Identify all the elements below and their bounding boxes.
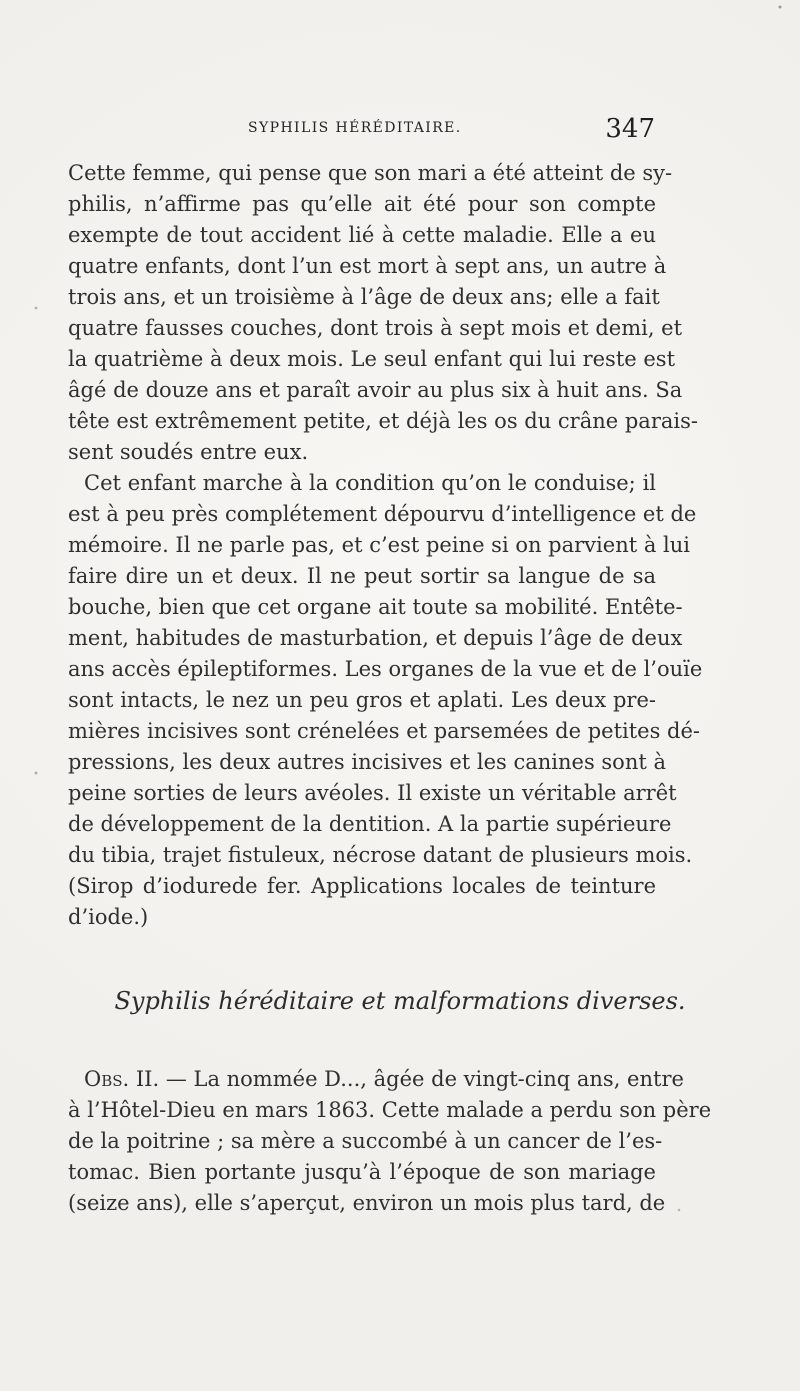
text-line: tête est extrêmement petite, et déjà les os du crâne parais- [68,409,698,433]
text-line: de développement de la dentition. A la partie supérieure [68,812,672,836]
text-line: bouche, bien que cet organe ait toute sa mobilité. Entête- [68,595,683,619]
text-line: âgé de douze ans et paraît avoir au plus six à huit ans. Sa [68,378,683,402]
observation-line: tomac. Bien portante jusqu’à l’époque de son mariage [68,1160,656,1184]
text-line: peine sorties de leurs avéoles. Il existe un véritable arrêt [68,781,677,805]
paper-speck [35,772,38,775]
text-line: sent soudés entre eux. [68,440,309,464]
observation-line: (seize ans), elle s’aperçut, environ un mois plus tard, de [68,1191,666,1215]
text-line: est à peu près complétement dépourvu d’intelligence et de [68,502,697,526]
text-line: trois ans, et un troisième à l’âge de deux ans; elle a fait [68,285,660,309]
text-line: (Sirop d’iodurede fer. Applications locales de teinture [68,874,656,898]
paper-speck [779,6,782,9]
text-line: pressions, les deux autres incisives et les canines sont à [68,750,666,774]
text-line: d’iode.) [68,905,149,929]
paper-speck [35,307,38,310]
text-line: philis, n’affirme pas qu’elle ait été pour son compte [68,192,656,216]
text-line: du tibia, trajet fistuleux, nécrose datant de plusieurs mois. [68,843,693,867]
main-text [68,158,703,933]
observation-line: de la poitrine ; sa mère a succombé à un cancer de l’es- [68,1129,663,1153]
text-line: exempte de tout accident lié à cette maladie. Elle a eu [68,223,656,247]
running-head: SYPHILIS HÉRÉDITAIRE. [248,120,462,136]
text-line: la quatrième à deux mois. Le seul enfant qui lui reste est [68,347,676,371]
page-number: 347 [605,114,655,144]
text-line: ment, habitudes de masturbation, et depuis l’âge de deux [68,626,683,650]
paper-speck [678,1209,681,1212]
observation-line: à l’Hôtel-Dieu en mars 1863. Cette malade a perdu son père [68,1098,712,1122]
text-line: Cet enfant marche à la condition qu’on le conduise; il [84,471,656,495]
text-line: quatre fausses couches, dont trois à sept mois et demi, et [68,316,683,340]
text-line: mières incisives sont crénelées et parsemées de petites dé- [68,719,701,743]
section-title: Syphilis héréditaire et malformations diverses. [114,987,686,1015]
observation-label: Obs. II. [84,1067,160,1091]
text-line: sont intacts, le nez un peu gros et aplati. Les deux pre- [68,688,656,712]
observation-text: — La nommée D..., âgée de vingt-cinq ans, entre [165,1067,684,1091]
text-line: faire dire un et deux. Il ne peut sortir sa langue de sa [68,564,656,588]
text-line: mémoire. Il ne parle pas, et c’est peine si on parvient à lui [68,533,690,557]
text-line: Cette femme, qui pense que son mari a été atteint de sy- [68,161,673,185]
text-line: quatre enfants, dont l’un est mort à sept ans, un autre à [68,254,667,278]
observation-first-line [68,1064,684,1095]
page-header [70,114,655,150]
observation-block [68,1064,712,1219]
text-line: ans accès épileptiformes. Les organes de la vue et de l’ouïe [68,657,703,681]
